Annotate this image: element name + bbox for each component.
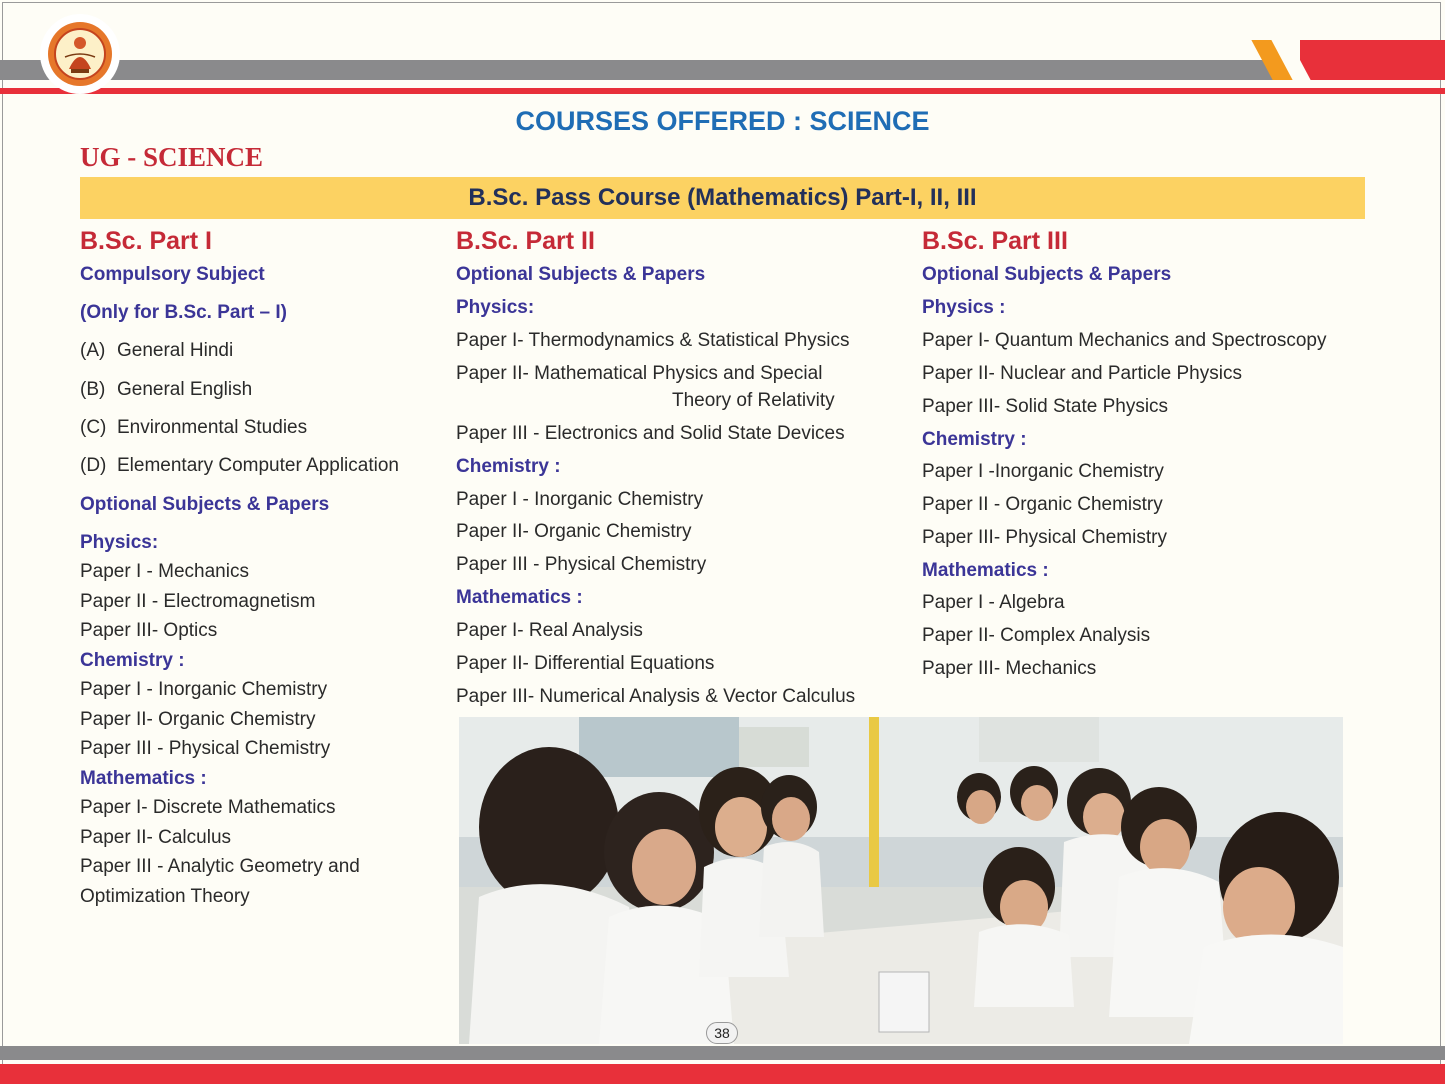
paper-item: Paper III - Physical Chemistry <box>456 554 707 575</box>
page-title: COURSES OFFERED : SCIENCE <box>515 106 930 136</box>
section-heading: UG - SCIENCE <box>80 142 264 172</box>
paper-item: Paper II- Differential Equations <box>456 653 715 674</box>
part3-physics-heading: Physics : <box>922 297 1006 318</box>
paper-item: Paper III- Optics <box>80 620 218 641</box>
part3-optional-heading: Optional Subjects & Papers <box>922 264 1172 285</box>
paper-item: Paper III- Mechanics <box>922 658 1097 679</box>
compulsory-item: (D) Elementary Computer Application <box>80 455 399 476</box>
paper-item: Paper I - Mechanics <box>80 561 249 582</box>
paper-item: Paper I- Thermodynamics & Statistical Physics <box>456 330 850 351</box>
paper-item-continued: Theory of Relativity <box>672 390 835 411</box>
paper-item: Paper I -Inorganic Chemistry <box>922 461 1164 482</box>
paper-item: Optimization Theory <box>80 886 250 907</box>
paper-item: Paper I - Inorganic Chemistry <box>80 679 328 700</box>
paper-item: Paper III - Analytic Geometry and <box>80 856 360 877</box>
part1-physics-heading: Physics: <box>80 532 159 553</box>
page-number: 38 <box>706 1022 738 1044</box>
header-red-block <box>1300 40 1445 80</box>
compulsory-item: (C) Environmental Studies <box>80 417 308 438</box>
paper-item: Paper II- Complex Analysis <box>922 625 1151 646</box>
part1-compulsory-note: (Only for B.Sc. Part – I) <box>80 302 287 323</box>
footer-red-band <box>0 1064 1445 1084</box>
paper-item: Paper I - Algebra <box>922 592 1065 613</box>
paper-item: Paper I - Inorganic Chemistry <box>456 489 704 510</box>
part3-maths-heading: Mathematics : <box>922 560 1049 581</box>
paper-item: Paper III- Numerical Analysis & Vector Calculus <box>456 686 856 707</box>
paper-item: Paper II- Organic Chemistry <box>456 521 692 542</box>
paper-item: Paper II- Calculus <box>80 827 232 848</box>
students-in-chemistry-lab-photo <box>459 717 1343 1044</box>
paper-item: Paper II- Organic Chemistry <box>80 709 316 730</box>
paper-item: Paper II- Mathematical Physics and Special <box>456 363 823 384</box>
part3-chemistry-heading: Chemistry : <box>922 429 1027 450</box>
header-red-line <box>0 88 1445 94</box>
paper-item: Paper III- Physical Chemistry <box>922 527 1167 548</box>
course-banner: B.Sc. Pass Course (Mathematics) Part-I, II, III <box>80 177 1365 219</box>
header-gray-band <box>0 60 1280 80</box>
college-seal-logo <box>47 21 113 87</box>
paper-item: Paper III- Solid State Physics <box>922 396 1169 417</box>
part1-compulsory-heading: Compulsory Subject <box>80 264 265 285</box>
part2-maths-heading: Mathematics : <box>456 587 583 608</box>
paper-item: Paper I- Quantum Mechanics and Spectroscopy <box>922 330 1327 351</box>
part2-physics-heading: Physics: <box>456 297 535 318</box>
paper-item: Paper II - Electromagnetism <box>80 591 316 612</box>
paper-item: Paper III - Physical Chemistry <box>80 738 331 759</box>
part2-title: B.Sc. Part II <box>456 227 595 255</box>
part3-title: B.Sc. Part III <box>922 227 1068 255</box>
part1-maths-heading: Mathematics : <box>80 768 207 789</box>
paper-item: Paper III - Electronics and Solid State Devices <box>456 423 845 444</box>
paper-item: Paper I- Real Analysis <box>456 620 643 641</box>
part2-optional-heading: Optional Subjects & Papers <box>456 264 706 285</box>
paper-item: Paper II- Nuclear and Particle Physics <box>922 363 1242 384</box>
part1-title: B.Sc. Part I <box>80 227 212 255</box>
part1-chemistry-heading: Chemistry : <box>80 650 185 671</box>
paper-item: Paper II - Organic Chemistry <box>922 494 1163 515</box>
paper-item: Paper I- Discrete Mathematics <box>80 797 336 818</box>
part1-optional-heading: Optional Subjects & Papers <box>80 494 330 515</box>
part2-chemistry-heading: Chemistry : <box>456 456 561 477</box>
compulsory-item: (B) General English <box>80 379 253 400</box>
footer-gray-band <box>0 1046 1445 1060</box>
compulsory-item: (A) General Hindi <box>80 340 234 361</box>
